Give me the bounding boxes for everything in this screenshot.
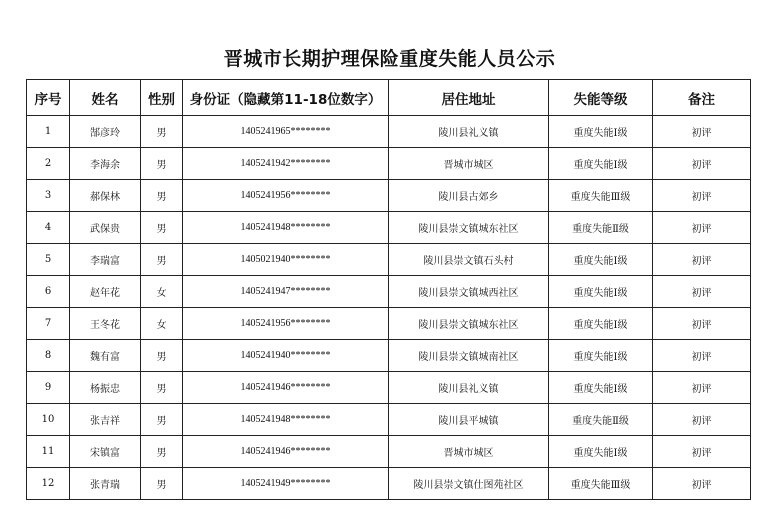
cell-disability-level: 重度失能Ⅲ级 [549, 180, 653, 212]
cell-address: 晋城市城区 [389, 436, 549, 468]
cell-name: 张青瑞 [70, 468, 141, 500]
cell-disability-level: 重度失能Ⅰ级 [549, 340, 653, 372]
cell-disability-level: 重度失能Ⅰ级 [549, 308, 653, 340]
table-row [27, 372, 751, 404]
cell-address: 陵川县崇文镇城南社区 [389, 340, 549, 372]
cell-gender: 男 [141, 244, 183, 276]
cell-disability-level: 重度失能Ⅰ级 [549, 116, 653, 148]
cell-name: 郝保林 [70, 180, 141, 212]
cell-no: 11 [27, 436, 70, 468]
table-row [27, 116, 751, 148]
cell-note: 初评 [653, 372, 751, 404]
cell-no: 2 [27, 148, 70, 180]
cell-address: 陵川县崇文镇城东社区 [389, 212, 549, 244]
cell-id-number: 1405241956******** [183, 308, 389, 340]
cell-id-number: 1405241949******** [183, 468, 389, 500]
cell-note: 初评 [653, 212, 751, 244]
cell-name: 魏有富 [70, 340, 141, 372]
cell-name: 郜彦玲 [70, 116, 141, 148]
cell-gender: 男 [141, 116, 183, 148]
cell-gender: 男 [141, 436, 183, 468]
table-row [27, 308, 751, 340]
cell-no: 6 [27, 276, 70, 308]
header-address: 居住地址 [389, 80, 549, 116]
cell-name: 王冬花 [70, 308, 141, 340]
page-title: 晋城市长期护理保险重度失能人员公示 [223, 48, 556, 70]
cell-gender: 男 [141, 340, 183, 372]
cell-name: 赵年花 [70, 276, 141, 308]
cell-address: 陵川县古郊乡 [389, 180, 549, 212]
cell-address: 陵川县平城镇 [389, 404, 549, 436]
header-no: 序号 [27, 80, 70, 116]
table-header-row [27, 80, 751, 116]
cell-note: 初评 [653, 436, 751, 468]
cell-id-number: 1405241956******** [183, 180, 389, 212]
cell-id-number: 1405241946******** [183, 436, 389, 468]
cell-no: 9 [27, 372, 70, 404]
cell-id-number: 1405241942******** [183, 148, 389, 180]
cell-id-number: 1405241947******** [183, 276, 389, 308]
cell-name: 武保贵 [70, 212, 141, 244]
cell-gender: 男 [141, 404, 183, 436]
cell-gender: 男 [141, 468, 183, 500]
header-name: 姓名 [70, 80, 141, 116]
table-row [27, 468, 751, 500]
cell-disability-level: 重度失能Ⅱ级 [549, 404, 653, 436]
table-row [27, 404, 751, 436]
cell-no: 1 [27, 116, 70, 148]
cell-address: 陵川县崇文镇仕图苑社区 [389, 468, 549, 500]
cell-gender: 女 [141, 308, 183, 340]
header-gender: 性别 [141, 80, 183, 116]
cell-no: 12 [27, 468, 70, 500]
cell-gender: 男 [141, 212, 183, 244]
cell-id-number: 1405241965******** [183, 116, 389, 148]
cell-disability-level: 重度失能Ⅱ级 [549, 212, 653, 244]
cell-note: 初评 [653, 308, 751, 340]
cell-disability-level: 重度失能Ⅰ级 [549, 372, 653, 404]
cell-name: 李瑞富 [70, 244, 141, 276]
cell-no: 5 [27, 244, 70, 276]
cell-address: 陵川县礼义镇 [389, 372, 549, 404]
table-row [27, 436, 751, 468]
cell-address: 陵川县崇文镇石头村 [389, 244, 549, 276]
cell-note: 初评 [653, 276, 751, 308]
cell-no: 10 [27, 404, 70, 436]
cell-address: 陵川县礼义镇 [389, 116, 549, 148]
table-row [27, 276, 751, 308]
cell-id-number: 1405241946******** [183, 372, 389, 404]
table-row [27, 244, 751, 276]
cell-address: 晋城市城区 [389, 148, 549, 180]
cell-gender: 男 [141, 372, 183, 404]
cell-note: 初评 [653, 148, 751, 180]
cell-note: 初评 [653, 180, 751, 212]
cell-name: 张吉祥 [70, 404, 141, 436]
header-level: 失能等级 [549, 80, 653, 116]
cell-disability-level: 重度失能Ⅰ级 [549, 244, 653, 276]
cell-name: 宋镇富 [70, 436, 141, 468]
cell-note: 初评 [653, 116, 751, 148]
header-id: 身份证（隐藏第11-18位数字） [183, 80, 389, 116]
cell-address: 陵川县崇文镇城东社区 [389, 308, 549, 340]
cell-no: 8 [27, 340, 70, 372]
cell-disability-level: 重度失能Ⅰ级 [549, 148, 653, 180]
cell-address: 陵川县崇文镇城西社区 [389, 276, 549, 308]
cell-id-number: 1405021940******** [183, 244, 389, 276]
cell-note: 初评 [653, 244, 751, 276]
cell-id-number: 1405241948******** [183, 404, 389, 436]
header-note: 备注 [653, 80, 751, 116]
table-row [27, 212, 751, 244]
cell-id-number: 1405241948******** [183, 212, 389, 244]
cell-disability-level: 重度失能Ⅰ级 [549, 436, 653, 468]
cell-no: 4 [27, 212, 70, 244]
table-row [27, 148, 751, 180]
cell-gender: 女 [141, 276, 183, 308]
disability-table [26, 79, 751, 500]
cell-no: 3 [27, 180, 70, 212]
cell-gender: 男 [141, 180, 183, 212]
cell-note: 初评 [653, 404, 751, 436]
cell-no: 7 [27, 308, 70, 340]
cell-disability-level: 重度失能Ⅰ级 [549, 276, 653, 308]
table-row [27, 340, 751, 372]
cell-name: 杨振忠 [70, 372, 141, 404]
cell-id-number: 1405241940******** [183, 340, 389, 372]
cell-note: 初评 [653, 468, 751, 500]
table-row [27, 180, 751, 212]
cell-name: 李海余 [70, 148, 141, 180]
cell-gender: 男 [141, 148, 183, 180]
cell-disability-level: 重度失能Ⅲ级 [549, 468, 653, 500]
cell-note: 初评 [653, 340, 751, 372]
